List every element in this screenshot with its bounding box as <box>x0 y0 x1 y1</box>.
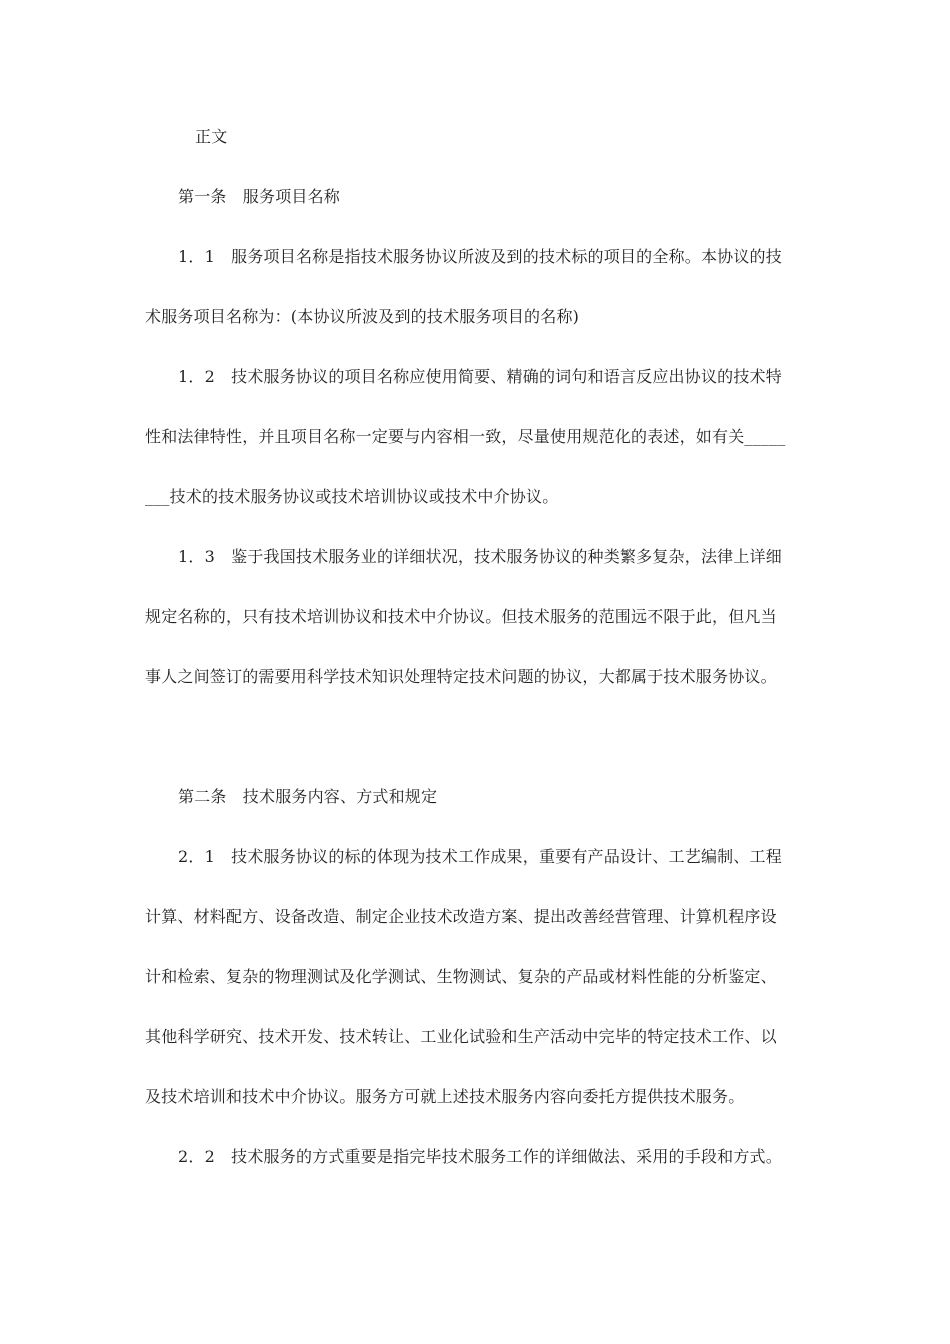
paragraph-line: 计和检索、复杂的物理测试及化学测试、生物测试、复杂的产品或材料性能的分析鉴定、 <box>145 967 777 986</box>
paragraph-line: 计算、材料配方、设备改造、制定企业技术改造方案、提出改善经营管理、计算机程序设 <box>145 907 777 926</box>
document-heading: 正文 <box>195 127 228 146</box>
paragraph-line: 2．1 技术服务协议的标的体现为技术工作成果，重要有产品设计、工艺编制、工程 <box>178 847 782 866</box>
paragraph-line: 其他科学研究、技术开发、技术转让、工业化试验和生产活动中完毕的特定技术工作、以 <box>145 1027 777 1046</box>
section-1-title: 第一条 服务项目名称 <box>178 187 341 206</box>
paragraph-line: 2．2 技术服务的方式重要是指完毕技术服务工作的详细做法、采用的手段和方式。 <box>178 1147 782 1166</box>
paragraph-line: 1．1 服务项目名称是指技术服务协议所波及到的技术标的项目的全称。本协议的技 <box>178 247 782 266</box>
paragraph-line: 1．3 鉴于我国技术服务业的详细状况，技术服务协议的种类繁多复杂，法律上详细 <box>178 547 782 566</box>
paragraph-line: 性和法律特性，并且项目名称一定要与内容相一致，尽量使用规范化的表述，如有关_____ <box>145 427 786 446</box>
paragraph-line: 1．2 技术服务协议的项目名称应使用简要、精确的词句和语言反应出协议的技术特 <box>178 367 782 386</box>
paragraph-line: ___技术的技术服务协议或技术培训协议或技术中介协议。 <box>145 487 559 506</box>
paragraph-line: 及技术培训和技术中介协议。服务方可就上述技术服务内容向委托方提供技术服务。 <box>145 1087 745 1106</box>
section-2-title: 第二条 技术服务内容、方式和规定 <box>178 787 438 806</box>
paragraph-line: 术服务项目名称为：(本协议所波及到的技术服务项目的名称) <box>145 307 580 326</box>
paragraph-line: 事人之间签订的需要用科学技术知识处理特定技术问题的协议，大都属于技术服务协议。 <box>145 667 777 686</box>
paragraph-line: 规定名称的，只有技术培训协议和技术中介协议。但技术服务的范围远不限于此，但凡当 <box>145 607 777 626</box>
